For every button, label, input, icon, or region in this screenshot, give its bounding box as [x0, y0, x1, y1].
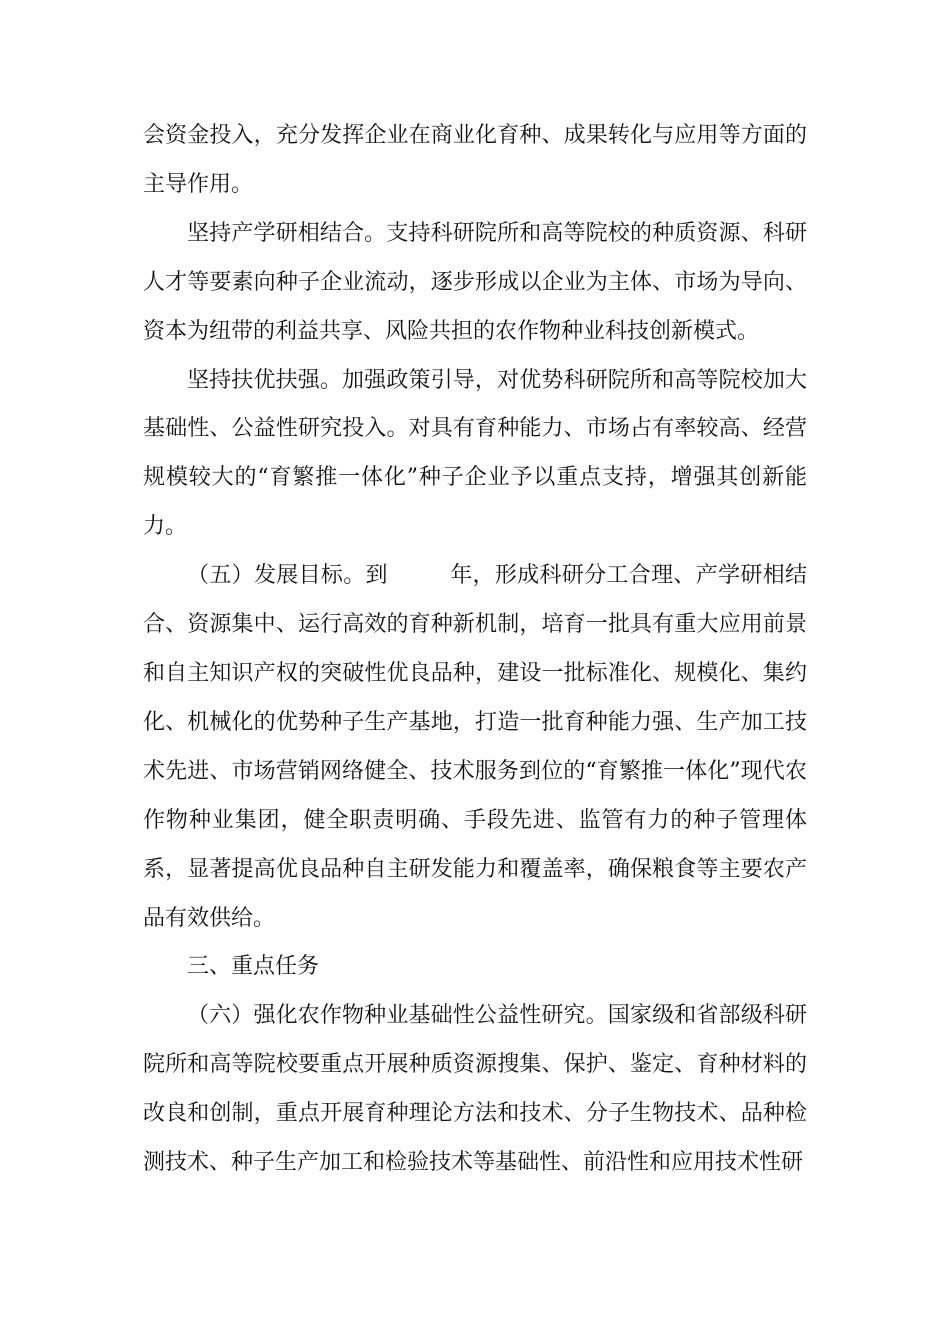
goal-lead-text: （五）发展目标。到 [187, 563, 388, 589]
paragraph-support-strong: 坚持扶优扶强。加强政策引导，对优势科研院所和高等院校加大基础性、公益性研究投入。对具有育种能力、市场占有率较高、经营规模较大的“育繁推一体化”种子企业予以重点支持，增强其创新能力。 [143, 367, 807, 540]
document-body [143, 112, 807, 1188]
paragraph-continuation: 会资金投入，充分发挥企业在商业化育种、成果转化与应用等方面的主导作用。 [143, 123, 807, 197]
paragraph-industry-research: 坚持产学研相结合。支持科研院所和高等院校的种质资源、科研人才等要素向种子企业流动，逐步形成以企业为主体、市场为导向、资本为纽带的利益共享、风险共担的农作物种业科技创新模式。 [143, 220, 807, 344]
goal-body-text: 年，形成科研分工合理、产学研相结合、资源集中、运行高效的育种新机制，培育一批具有重大应用前景和自主知识产权的突破性优良品种，建设一批标准化、规模化、集约化、机械化的优势种子生产基地，打造一批育种能力强、生产加工技术先进、市场营销网络健全、技术服务到位的“育繁推一体化”现代农作物种业集团，健全职责明确、手段先进、监管有力的种子管理体系，显著提高优良品种自主研发能力和覆盖率，确保粮食等主要农产品有效供给。 [143, 563, 807, 931]
paragraph-development-goal [143, 552, 807, 943]
section-heading-key-tasks: 三、重点任务 [187, 954, 320, 980]
paragraph-basic-research: （六）强化农作物种业基础性公益性研究。国家级和省部级科研院所和高等院校要重点开展种质资源搜集、保护、鉴定、育种材料的改良和创制，重点开展育种理论方法和技术、分子生物技术、品种检测技术、种子生产加工和检验技术等基础性、前沿性和应用技术性研 [143, 1003, 807, 1176]
